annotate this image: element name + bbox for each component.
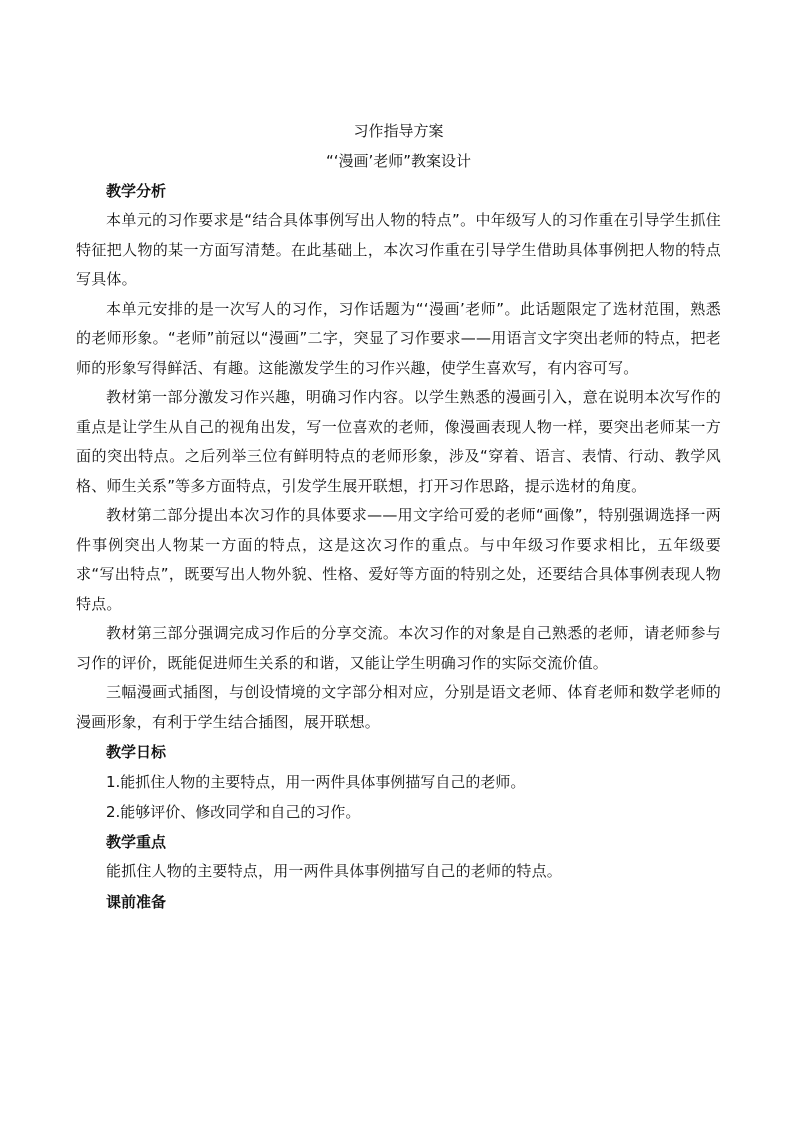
list-item: 2.能够评价、修改同学和自己的习作。 (106, 803, 361, 821)
paragraph: 三幅漫画式插图，与创设情境的文字部分相对应，分别是语文老师、体育老师和数学老师的漫画形象，有利于学生结合插图，展开联想。 (76, 683, 721, 731)
paragraph: 教材第一部分激发习作兴趣，明确习作内容。以学生熟悉的漫画引入，意在说明本次写作的重点是让学生从自己的视角出发，写一位喜欢的老师，像漫画表现人物一样，要突出老师某一方面的突出特点。之后列举三位有鲜明特点的老师形象，涉及“穿着、语言、表情、行动、教学风格、师生关系”等多方面特点，引发学生展开联想，打开习作思路，提示选材的角度。 (76, 388, 721, 495)
paragraph: 能抓住人物的主要特点，用一两件具体事例描写自己的老师的特点。 (106, 862, 563, 880)
section-heading-prep: 课前准备 (106, 892, 167, 911)
document-title: 习作指导方案 (353, 122, 444, 140)
paragraph: 教材第二部分提出本次习作的具体要求——用文字给可爱的老师“画像”，特别强调选择一两件事例突出人物某一方面的特点，这是这次习作的重点。与中年级习作要求相比，五年级要求“写出特点”，既要写出人物外貌、性格、爱好等方面的特别之处，还要结合具体事例表现人物特点。 (76, 506, 721, 613)
document-subtitle: “‘漫画’老师”教案设计 (325, 152, 472, 170)
section-heading-analysis: 教学分析 (106, 182, 167, 200)
paragraph: 本单元的习作要求是“结合具体事例写出人物的特点”。中年级写人的习作重在引导学生抓住特征把人物的某一方面写清楚。在此基础上，本次习作重在引导学生借助具体事例把人物的特点写具体。 (76, 211, 721, 288)
list-item: 1.能抓住人物的主要特点，用一两件具体事例描写自己的老师。 (106, 773, 526, 791)
paragraph: 本单元安排的是一次写人的习作，习作话题为“‘漫画’老师”。此话题限定了选材范围，熟悉的老师形象。“老师”前冠以“漫画”二字，突显了习作要求——用语言文字突出老师的特点，把老师的形象写得鲜活、有趣。这能激发学生的习作兴趣，使学生喜欢写，有内容可写。 (76, 299, 721, 377)
section-heading-goals: 教学日标 (106, 743, 167, 761)
document-page (76, 116, 721, 917)
section-heading-focus: 教学重点 (106, 833, 167, 851)
paragraph: 教材第三部分强调完成习作后的分享交流。本次习作的对象是自己熟悉的老师，请老师参与习作的评价，既能促进师生关系的和谐，又能让学生明确习作的实际交流价值。 (76, 624, 721, 672)
